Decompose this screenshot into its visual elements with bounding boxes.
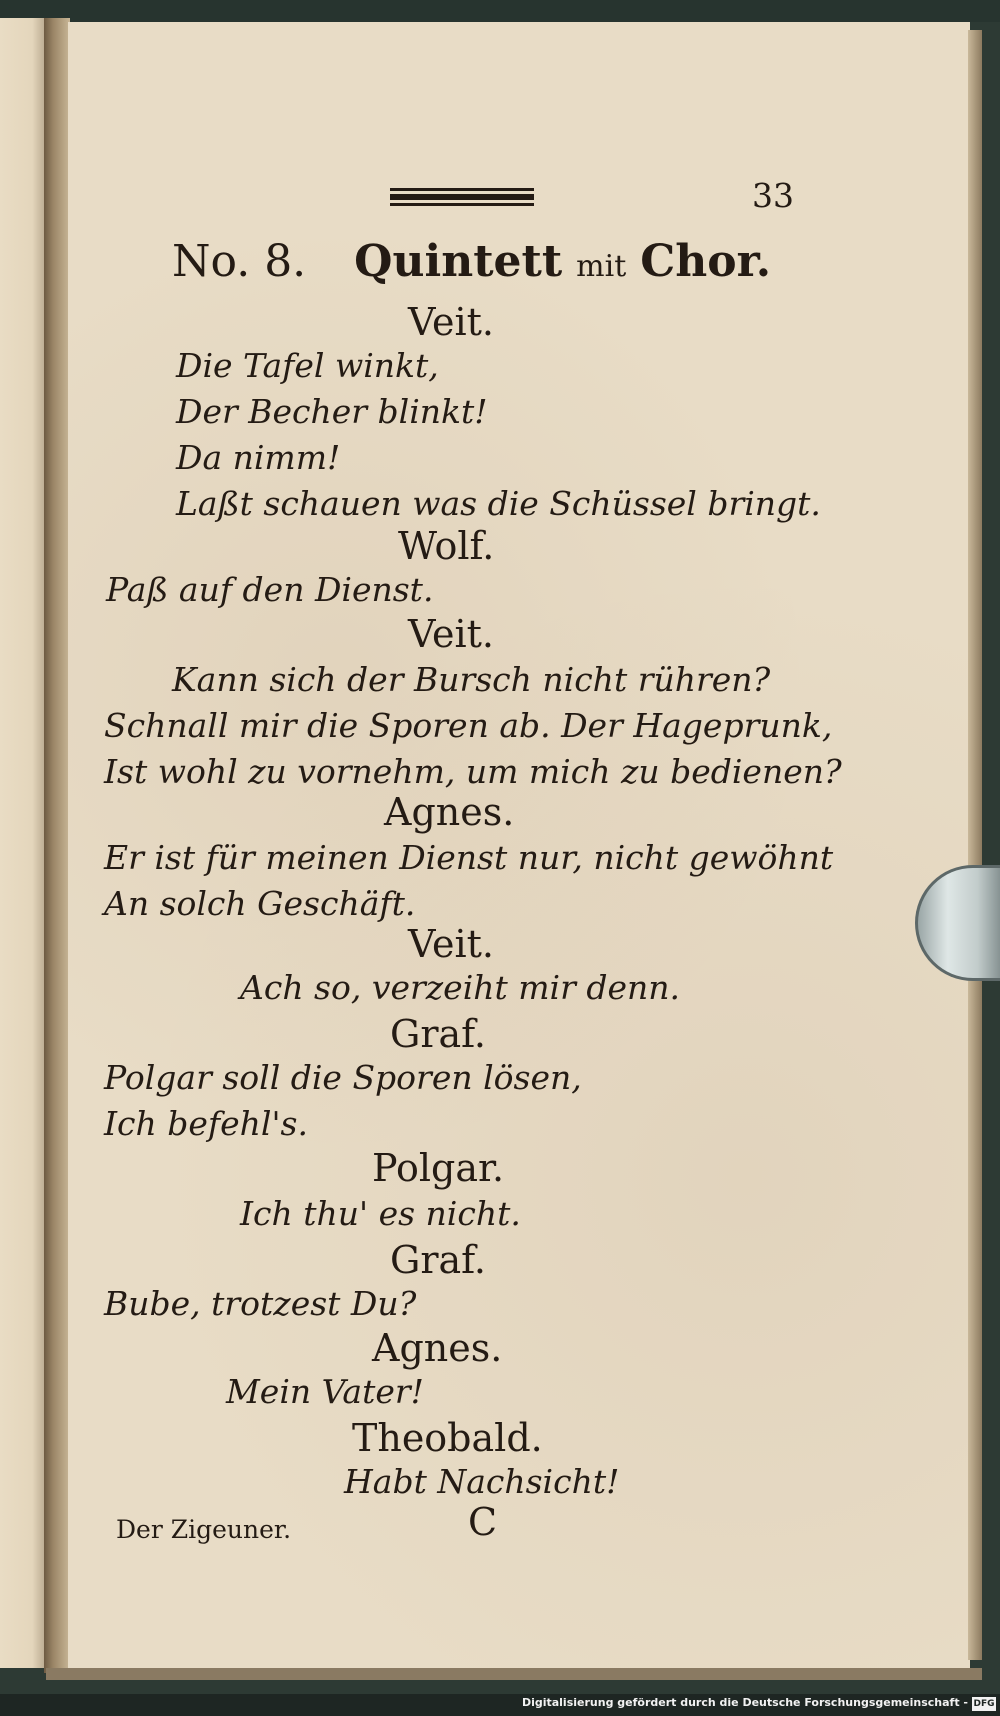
left-page-edge [0, 18, 46, 1668]
header-rule [390, 188, 534, 206]
verse-line: Ich thu' es nicht. [240, 1194, 521, 1233]
footer-signature: Der Zigeuner. [116, 1515, 292, 1544]
speaker-label: Veit. [408, 922, 494, 966]
verse-line: Da nimm! [176, 438, 341, 477]
heading-title: Quintett [354, 236, 563, 287]
speaker-label: Veit. [408, 612, 494, 656]
speaker-label: Graf. [390, 1012, 486, 1056]
speaker-label: Veit. [408, 300, 494, 344]
speaker-label: Agnes. [372, 1326, 503, 1370]
page-edge-bottom [46, 1668, 982, 1680]
scan-credit: Digitalisierung gefördert durch die Deutsche Forschungsgemeinschaft - [521, 1696, 968, 1709]
scan-background-top [0, 0, 1000, 22]
verse-line: Ist wohl zu vornehm, um mich zu bedienen? [104, 752, 842, 791]
page-number: 33 [752, 176, 794, 215]
page-edge-right [968, 30, 982, 1660]
book-gutter [44, 18, 70, 1673]
speaker-label: Graf. [390, 1238, 486, 1282]
signature-mark: C [468, 1500, 498, 1544]
verse-line: An solch Geschäft. [104, 884, 416, 923]
heading-chor: Chor. [640, 236, 772, 287]
dfg-logo-icon: DFG [973, 1699, 995, 1709]
verse-line: Habt Nachsicht! [344, 1462, 620, 1501]
verse-line: Ich befehl's. [104, 1104, 308, 1143]
verse-line: Bube, trotzest Du? [104, 1284, 417, 1323]
verse-line: Ach so, verzeiht mir denn. [240, 968, 681, 1007]
verse-line: Er ist für meinen Dienst nur, nicht gewöhnt [104, 838, 834, 877]
verse-line: Laßt schauen was die Schüssel bringt. [176, 484, 821, 523]
verse-line: Die Tafel winkt, [176, 346, 439, 385]
speaker-label: Polgar. [372, 1146, 505, 1190]
speaker-label: Wolf. [398, 524, 495, 568]
verse-line: Kann sich der Bursch nicht rühren? [172, 660, 771, 699]
verse-line: Mein Vater! [226, 1372, 424, 1411]
speaker-label: Agnes. [384, 790, 515, 834]
verse-line: Paß auf den Dienst. [106, 570, 434, 609]
speaker-label: Theobald. [352, 1416, 543, 1460]
verse-line: Der Becher blinkt! [176, 392, 488, 431]
heading-number: No. 8. [172, 236, 307, 287]
section-heading [172, 236, 771, 287]
verse-line: Schnall mir die Sporen ab. Der Hageprunk, [104, 706, 833, 745]
verse-line: Polgar soll die Sporen lösen, [104, 1058, 582, 1097]
heading-connector: mit [576, 249, 627, 284]
